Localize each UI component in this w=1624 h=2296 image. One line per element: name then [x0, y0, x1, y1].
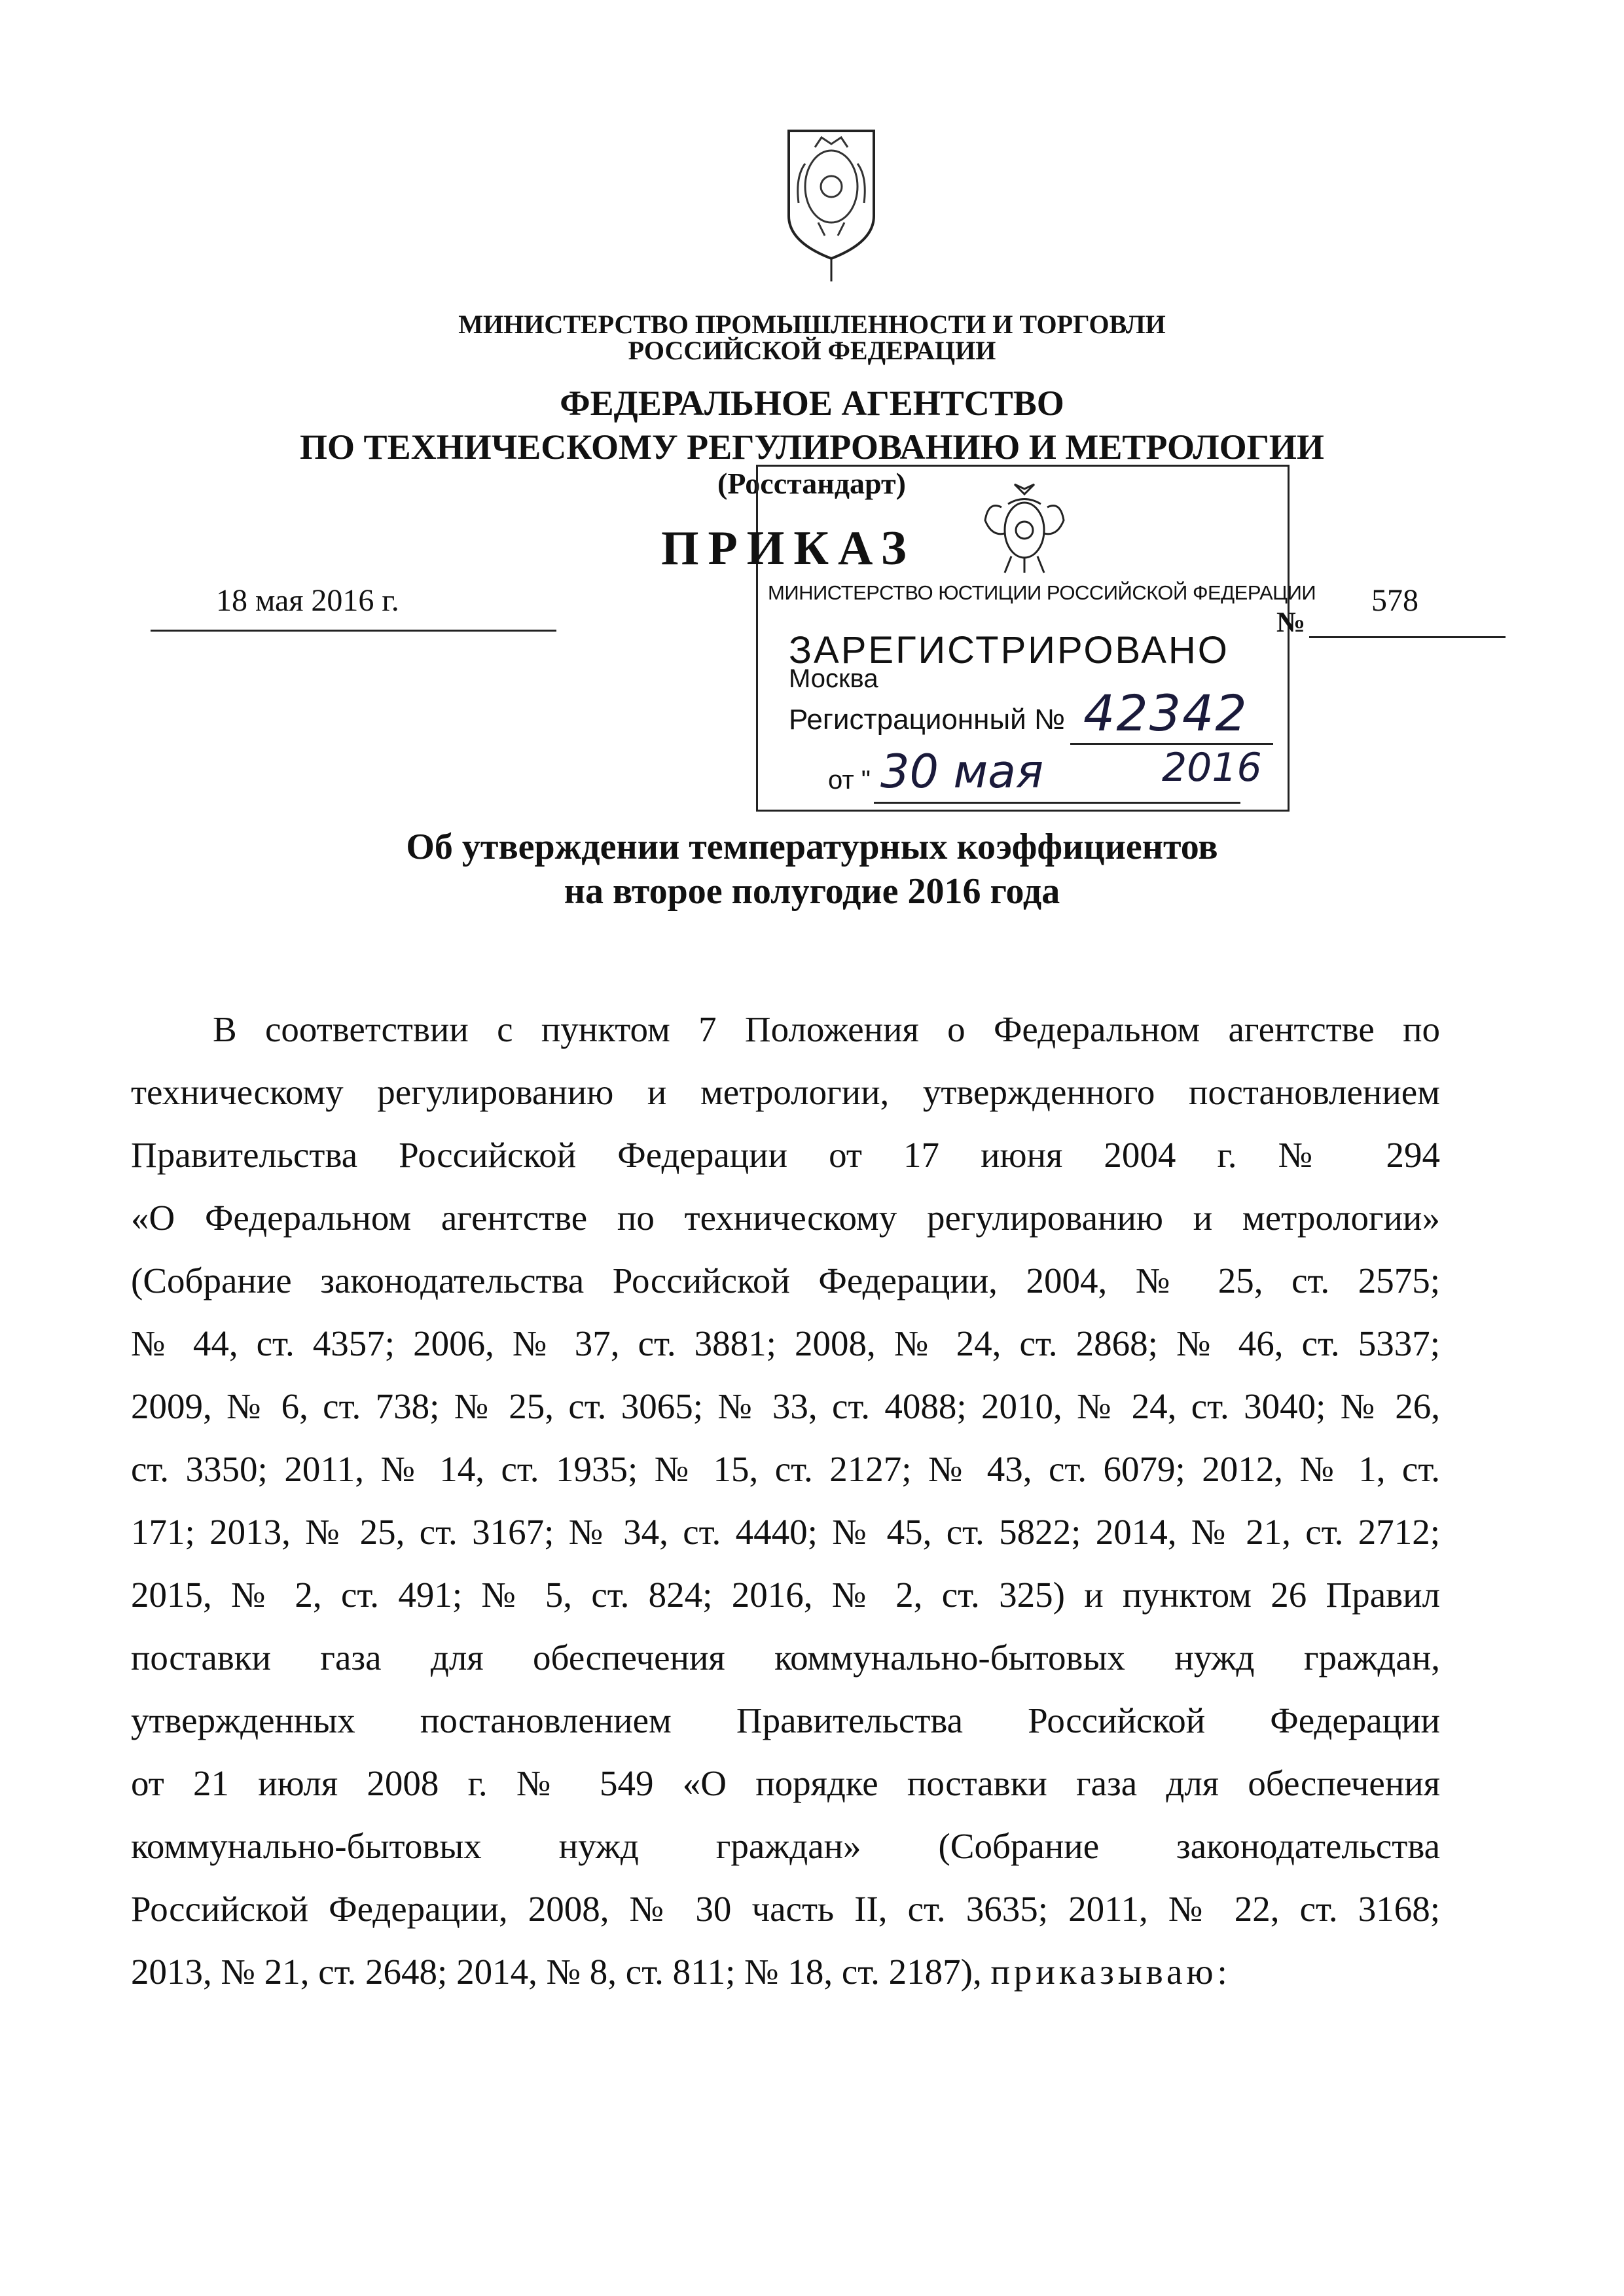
stamp-from-underline: [874, 802, 1240, 804]
stamp-registration-number: 42342: [1083, 684, 1248, 742]
body-line: ст. 3350; 2011, № 14, ст. 1935; № 15, ст. 2127; № 43, ст. 6079; 2012, № 1, ст.: [131, 1449, 1440, 1489]
order-title: ПРИКАЗ: [661, 522, 916, 575]
order-body: [131, 998, 1440, 2003]
body-line: № 44, ст. 4357; 2006, № 37, ст. 3881; 2008, № 24, ст. 2868; № 46, ст. 5337;: [131, 1323, 1440, 1363]
order-date-underline: [151, 630, 556, 632]
body-line: (Собрание законодательства Российской Федерации, 2004, № 25, ст. 2575;: [131, 1261, 1440, 1300]
registration-stamp: [756, 465, 1316, 812]
subject-line-1: Об утверждении температурных коэффициентов: [406, 827, 1218, 867]
stamp-frame-top: [756, 465, 1290, 467]
body-line: В соответствии с пунктом 7 Положения о Федеральном агентстве по: [213, 1009, 1440, 1049]
stamp-from-label: от ": [828, 766, 871, 795]
body-line: техническому регулированию и метрологии, утвержденного постановлением: [131, 1072, 1440, 1112]
body-line: Российской Федерации, 2008, № 30 часть II, ст. 3635; 2011, № 22, ст. 3168;: [131, 1889, 1440, 1929]
body-line: от 21 июля 2008 г. № 549 «О порядке поставки газа для обеспечения: [131, 1763, 1440, 1803]
body-line: Правительства Российской Федерации от 17 июня 2004 г. № 294: [131, 1135, 1440, 1175]
body-line: коммунально-бытовых нужд граждан» (Собрание законодательства: [131, 1826, 1440, 1866]
body-last-line-prefix: 2013, № 21, ст. 2648; 2014, № 8, ст. 811; № 18, ст. 2187),: [131, 1952, 982, 1992]
order-number: 578: [1371, 583, 1418, 618]
body-line: поставки газа для обеспечения коммунально-бытовых нужд граждан,: [131, 1638, 1440, 1677]
stamp-registered-label: ЗАРЕГИСТРИРОВАНО: [789, 629, 1229, 672]
stamp-city: Москва: [789, 664, 878, 693]
body-ordering-word: приказываю:: [990, 1952, 1231, 1992]
body-line-last: [131, 1941, 1440, 2003]
agency-short-name: (Росстандарт): [717, 467, 906, 500]
stamp-from-date: 30 мая: [880, 745, 1044, 798]
order-date: 18 мая 2016 г.: [216, 583, 399, 618]
body-line: утвержденных постановлением Правительства Российской Федерации: [131, 1700, 1440, 1740]
subject-line-2: на второе полугодие 2016 года: [564, 871, 1060, 912]
body-line: 171; 2013, № 25, ст. 3167; № 34, ст. 4440; № 45, ст. 5822; 2014, № 21, ст. 2712;: [131, 1512, 1440, 1552]
stamp-ministry-name: МИНИСТЕРСТВО ЮСТИЦИИ РОССИЙСКОЙ ФЕДЕРАЦИИ: [768, 581, 1316, 604]
body-line: 2015, № 2, ст. 491; № 5, ст. 824; 2016, № 2, ст. 325) и пунктом 26 Правил: [131, 1575, 1440, 1615]
order-number-underline: [1309, 636, 1506, 638]
ministry-name-line-1: МИНИСТЕРСТВО ПРОМЫШЛЕННОСТИ И ТОРГОВЛИ: [458, 310, 1166, 339]
coat-of-arms-icon: [975, 481, 1074, 579]
body-line: «О Федеральном агентстве по техническому регулированию и метрологии»: [131, 1198, 1440, 1238]
stamp-registration-label: Регистрационный №: [789, 704, 1066, 736]
stamp-from-year: 2016: [1162, 745, 1262, 791]
agency-name-line-2: ПО ТЕХНИЧЕСКОМУ РЕГУЛИРОВАНИЮ И МЕТРОЛОГИИ: [300, 427, 1324, 467]
order-number-sign: №: [1276, 606, 1306, 638]
agency-name-line-1: ФЕДЕРАЛЬНОЕ АГЕНТСТВО: [560, 384, 1064, 423]
body-line: 2009, № 6, ст. 738; № 25, ст. 3065; № 33, ст. 4088; 2010, № 24, ст. 3040; № 26,: [131, 1386, 1440, 1426]
coat-of-arms-icon: [776, 118, 887, 288]
ministry-name-line-2: РОССИЙСКОЙ ФЕДЕРАЦИИ: [628, 336, 996, 365]
